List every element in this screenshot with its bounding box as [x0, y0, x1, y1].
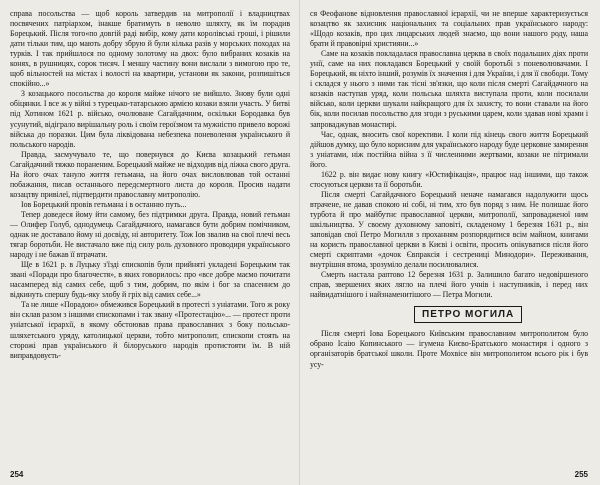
left-page-text — [10, 9, 290, 361]
paragraph: Іов Борецький провів гетьмана і в останню путь... — [21, 199, 187, 209]
paragraph: Саме на козаків покладалася православна церква в своїх подальших діях проти унії, саме на них покладався Борецький у своїй боротьбі з поневолювачами. І Борецький, як ніхто інший, розумів їх значення і для України, і для її свободи. Тому і складся у нього з ними так тісні зв'язки, що коли після смерті Сагайдачного на козаків наступав уряд, коли польська шляхта виступала проти, коли посилали військо, коли церкви шукали найкращого для їх захисту, то вони ставали на його бік, коли посилав посольство для згоди з руськими царем, коли здавав нові храми і запроваджував монастирі. — [310, 49, 588, 129]
paragraph: Смерть настала раптово 12 березня 1631 р. Залишило багато недовіршеного справ, звершених яких лягло на плечі його учнів і наступників, і перед них найвидатнішого і найзнаменитішого — Петра Могили. — [310, 270, 588, 300]
right-page-text — [310, 9, 588, 370]
paragraph: Тепер доведеся йому йти самому, без підтримки друга. Правда, новий гетьман — Олифер Голуб, однодумець Сагайдачного, намагався бути добрим помічником, однак не доставало йому ні досвіду, ні авторитету. Тож Іов звалив на свої плечі весь тягар боротьби. Не вистачало вже під силу роль духовного проводиря українського народу і не бажав її втрачати. — [10, 209, 290, 260]
paragraph: Після смерті Сагайдачного Борецький неначе намагався надолужити щось втрачене, не давав спокою ні собі, ні тим, хто був поряд з ним. Не полишає його турбота й про майбутнє православної церкви, митрополії, запровадженої ним шкільництва. У своєму духовному заповіті, складеному 1 березня 1631 р., він заповідав свої Петро Могилля з проханням розпорядитися всім майном, книгами на користь православної церкви в Києві і освіти, просить опікуватися після його смерті скриптами «дочок Євпраксія і сестрениці Минодори». Переживання, внутрішня втома, зрозуміло делали посилювалися. — [310, 189, 588, 270]
right-page — [300, 0, 600, 485]
paragraph: Ще в 1621 р. в Луцьку з'їзді єпископів були прийняті укладені Борецьким так звані «Поради про благочестя», в яких говорилось: про «все добре маємо почитати насамперед від самих себе, щоб з тим, добрим, по якім і бог за спасеннєм до відкинуть спершу будь-яку злобу й гріх від самих себе...» — [10, 260, 290, 300]
page-number: 254 — [10, 470, 24, 479]
paragraph: Після смерті Іова Борецького Київським православним митрополитом було обрано Ісаію Копинського — ігумена Києво-Братського монастиря і одного з організаторів братської школи. Проте Мохвісе він митрополитом всього рік і був усу- — [310, 329, 588, 369]
paragraph: Правда, засмучувало те, що повернувся до Києва козацький гетьман Сагайдачний тяжко пораненим. Борецький майже не відходив від ліжка свого друга. На його очах тануло життя гетьмана, на його очах висловлював той останні побажання, писав останнього передсмертного листа до короля. Просив надати козацтву привілеї, підтвердити православну митрополію. — [10, 149, 290, 199]
section-heading: ПЕТРО МОГИЛА — [414, 306, 522, 323]
paragraph: справа посольства — щоб король затвердив на митрополії і владництвах посвячених патріархом, інакше братимуть в неволю шляхту, як їм порадив Борецький. Після того«по довгій раді вибір, кому дати королівські гроші, і рішили дати тільки тим, що мають добру збрую й були кілька разів у морських походах на турків. І так прийшлося по одному золотому на двох: було вибраних козаків на конях, в рушницях, сорок тисяч. І меншу частину вони вислали з вимогою про те, щоб вільностей на містах і волості на квартири, установи як закони, розпишіться спокійно...» — [10, 9, 290, 89]
page-number: 255 — [574, 470, 588, 479]
paragraph: 1622 р. він видає нову книгу «Юстифікація», працює над іншими, що також стосуються церкви та її боротьби. — [310, 169, 588, 189]
paragraph: З козацького посольства до короля майже нічого не вийшло. Знову були одні обіцянки. І все ж у війні з турецько-татарською армією козаки взяли участь. У битві під Хотином 1621 р. військо, очолюване Сагайдачним, оскільки Бородавка був усунутий, відіграло вирішальну роль і своїм героїзмом та мужністю привело ворожі війська до поразки. Цим була ліквідована небезпека поневолення українського й польського народів. — [10, 89, 290, 149]
paragraph: Час, однак, вносить свої корективи. І коли під кінець свого життя Борецький дійшов думку, що було корисним для українського народу буде церковне замирення з уніатами, ніж постійна війна з її численними жертвами, козаки не пітримали його. — [310, 129, 588, 169]
paragraph: ся Феофанове відновлення православної ієрархії, чи не вперше характеризується козацтво як захисник національних та соціальних прав українського народу: «Щодо козаків, про цих лицарських людей знаємо, що вони нашого роду, наша брати й правовірні християни...» — [310, 9, 588, 49]
paragraph: Та не лише «Порадою» обмежився Борецький в протесті з уніатами. Того ж року він склав разом з іншими єпископами і так звану «Протестацію»... — протест проти уніатської ієрархії, в якому обстоював права православних з боку польсько-шляхетського уряду, католицької церкви, тобто митрополит, єпископи стоять на сторожі прав українського й білоруського народів протистояти їм. В ній виправдовуєть- — [10, 300, 290, 360]
